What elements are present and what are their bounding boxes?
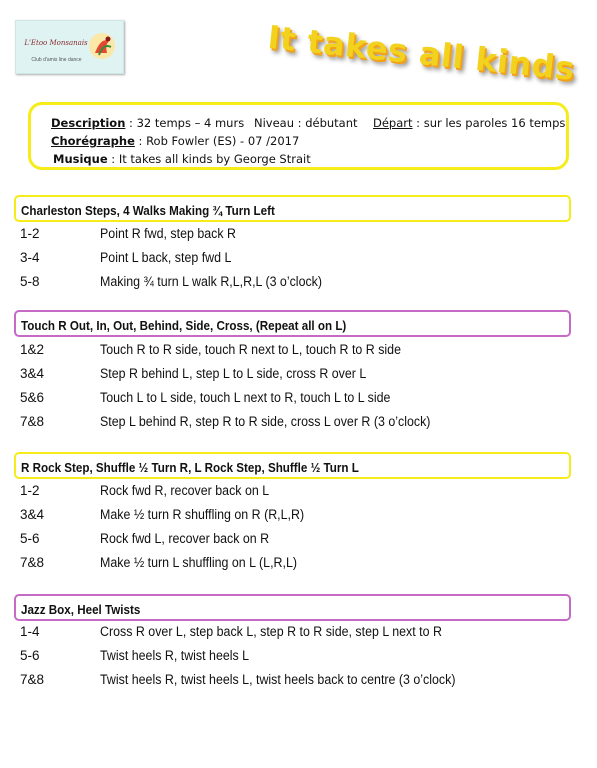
step-row <box>20 414 580 434</box>
step-row <box>20 531 580 551</box>
step-description: Point R fwd, step back R <box>100 226 237 241</box>
depart-label: Départ <box>373 116 413 130</box>
club-logo <box>15 20 124 74</box>
choregraphe-value: : Rob Fowler (ES) - 07 /2017 <box>138 134 300 148</box>
step-count: 3&4 <box>20 507 45 522</box>
step-description: Make ½ turn L shuffling on L (L,R,L) <box>100 555 297 570</box>
niveau-label: Niveau <box>254 116 295 130</box>
step-row <box>20 366 580 386</box>
step-row <box>20 672 580 692</box>
step-row <box>20 226 580 246</box>
step-description: Twist heels R, twist heels L, twist heels back to centre (3 o’clock) <box>100 672 456 687</box>
depart-value: : sur les paroles 16 temps <box>416 116 566 130</box>
step-row <box>20 274 580 294</box>
section-header <box>14 452 571 479</box>
section-header <box>14 594 571 621</box>
logo-name: L'Etoo Monsanais <box>24 39 88 47</box>
musique-line <box>53 152 311 166</box>
description-value: : 32 temps – 4 murs <box>129 116 245 130</box>
step-row <box>20 624 580 644</box>
step-description: Touch L to L side, touch L next to R, touch L to L side <box>100 390 391 405</box>
logo-subtitle: Club d'amis line dance <box>31 57 82 63</box>
step-description: Touch R to R side, touch R next to L, touch R to R side <box>100 342 401 357</box>
dance-title: It takes all kinds <box>266 18 577 89</box>
step-count: 3-4 <box>20 250 40 265</box>
dance-info-box <box>28 102 569 170</box>
step-description: Making ¾ turn L walk R,L,R,L (3 o’clock) <box>100 274 323 289</box>
step-row <box>20 507 580 527</box>
step-count: 7&8 <box>20 555 45 570</box>
step-description: Point L back, step fwd L <box>100 250 232 265</box>
step-description: Rock fwd R, recover back on L <box>100 483 270 498</box>
section-title: Touch R Out, In, Out, Behind, Side, Cross, (Repeat all on L) <box>21 319 347 333</box>
niveau-line <box>254 116 358 130</box>
description-line <box>51 116 244 130</box>
step-row <box>20 250 580 270</box>
choregraphe-label: Chorégraphe <box>51 134 135 148</box>
section-title: Charleston Steps, 4 Walks Making ¾ Turn Left <box>21 204 275 218</box>
step-count: 1-2 <box>20 483 40 498</box>
step-description: Twist heels R, twist heels L <box>100 648 250 663</box>
choregraphe-line <box>51 134 299 148</box>
step-row <box>20 555 580 575</box>
step-count: 5-6 <box>20 648 40 663</box>
step-count: 1&2 <box>20 342 45 357</box>
step-row <box>20 390 580 410</box>
step-count: 5&6 <box>20 390 45 405</box>
step-row <box>20 648 580 668</box>
section-header <box>14 195 571 222</box>
niveau-value: : débutant <box>297 116 358 130</box>
step-count: 7&8 <box>20 672 45 687</box>
step-count: 5-6 <box>20 531 40 546</box>
depart-line <box>373 116 565 130</box>
step-row <box>20 342 580 362</box>
step-description: Make ½ turn R shuffling on R (R,L,R) <box>100 507 305 522</box>
step-count: 3&4 <box>20 366 45 381</box>
step-count: 5-8 <box>20 274 40 289</box>
step-row <box>20 483 580 503</box>
step-description: Rock fwd L, recover back on R <box>100 531 270 546</box>
step-description: Cross R over L, step back L, step R to R side, step L next to R <box>100 624 442 639</box>
section-title: R Rock Step, Shuffle ½ Turn R, L Rock Step, Shuffle ½ Turn L <box>21 461 359 475</box>
description-label: Description <box>51 116 126 130</box>
step-count: 1-4 <box>20 624 40 639</box>
section-header <box>14 310 571 337</box>
step-description: Step R behind L, step L to L side, cross R over L <box>100 366 367 381</box>
dancer-logo-icon <box>87 31 117 61</box>
step-count: 1-2 <box>20 226 40 241</box>
section-title: Jazz Box, Heel Twists <box>21 603 141 617</box>
step-description: Step L behind R, step R to R side, cross L over R (3 o’clock) <box>100 414 431 429</box>
step-count: 7&8 <box>20 414 45 429</box>
musique-value: : It takes all kinds by George Strait <box>111 152 311 166</box>
musique-label: Musique <box>53 152 108 166</box>
